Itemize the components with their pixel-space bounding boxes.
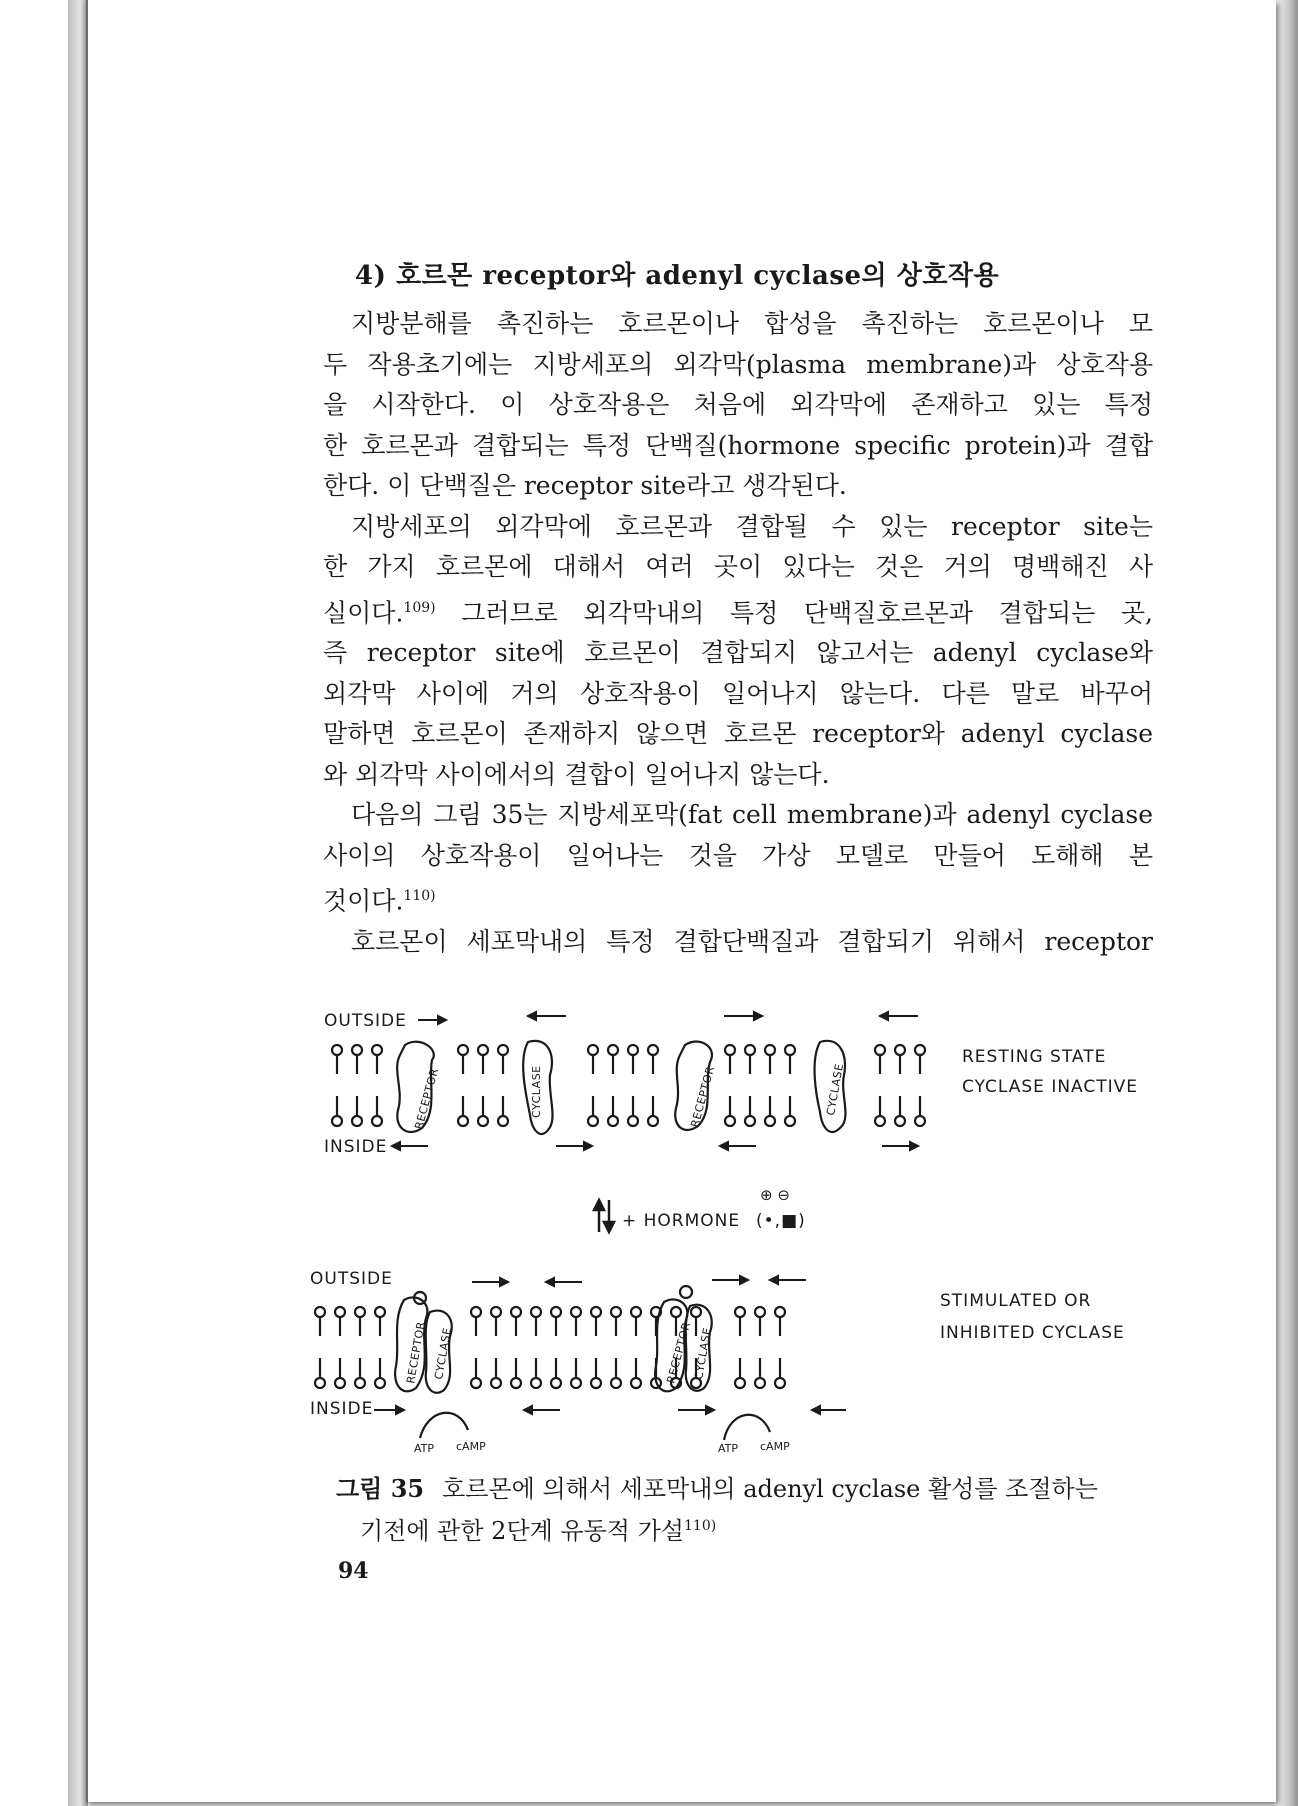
text-line: 사이의 상호작용이 일어나는 것을 가상 모델로 만들어 도해해 본 bbox=[323, 840, 1153, 870]
text-line: 한다. 이 단백질은 receptor site라고 생각된다. bbox=[323, 471, 847, 500]
figure-caption bbox=[336, 1470, 1156, 1550]
arrow-icon bbox=[472, 1276, 806, 1286]
text-fragment: 실이다. bbox=[323, 597, 404, 627]
equilibrium-arrows-icon bbox=[594, 1200, 614, 1232]
hormone-label: + HORMONE bbox=[622, 1211, 741, 1231]
charge-signs: ⊕ ⊖ bbox=[760, 1186, 790, 1204]
camp-label: cAMP bbox=[760, 1440, 790, 1453]
label-outside-top: OUTSIDE bbox=[324, 1011, 407, 1031]
text-line: 와 외각막 사이에서의 결합이 일어나지 않는다. bbox=[323, 759, 830, 789]
membrane-diagram bbox=[300, 1000, 1180, 1470]
label-inside-top: INSIDE bbox=[324, 1137, 388, 1157]
cyclase-label: CYCLASE bbox=[530, 1065, 543, 1118]
label-inside-bottom: INSIDE bbox=[310, 1399, 374, 1419]
section-heading: 4) 호르몬 receptor와 adenyl cyclase의 상호작용 bbox=[355, 261, 1000, 291]
caption-line-2 bbox=[336, 1508, 1156, 1550]
text-line: 다음의 그림 35는 지방세포막(fat cell membrane)과 adenyl cyclase bbox=[351, 800, 1153, 830]
paragraph-1 bbox=[323, 304, 1153, 507]
cyclase-label: CYCLASE bbox=[824, 1062, 847, 1117]
arrow-icon bbox=[528, 1012, 918, 1020]
text-line: 외각막 사이에 거의 상호작용이 일어나지 않는다. 다른 말로 바꾸어 bbox=[323, 678, 1153, 708]
cyclase-label: CYCLASE bbox=[692, 1326, 715, 1381]
page-number: 94 bbox=[338, 1558, 369, 1584]
text-line: 한 가지 호르몬에 대해서 여러 곳이 있다는 것은 거의 명백해진 사 bbox=[323, 552, 1153, 581]
paragraph-2 bbox=[323, 507, 1153, 796]
figure-number: 그림 35 bbox=[336, 1474, 425, 1503]
caption-text: 기전에 관한 2단계 유동적 가설 bbox=[360, 1517, 684, 1545]
caption-line-1 bbox=[336, 1470, 1156, 1508]
text-line: 말하면 호르몬이 존재하지 않으면 호르몬 receptor와 adenyl cyclase bbox=[323, 719, 1153, 749]
text-fragment: 그러므로 외각막내의 특정 단백질호르몬과 결합되는 곳, bbox=[461, 597, 1153, 627]
arrow-icon bbox=[392, 1142, 918, 1150]
resting-state-label: RESTING STATE bbox=[962, 1047, 1107, 1067]
paragraph-4 bbox=[323, 922, 1153, 963]
cyclase-inactive-label: CYCLASE INACTIVE bbox=[962, 1077, 1139, 1097]
text-line: 한 호르몬과 결합되는 특정 단백질(hormone specific protein)과 결합 bbox=[323, 430, 1153, 460]
text-fragment: 것이다. bbox=[323, 886, 404, 916]
receptor-label: RECEPTOR bbox=[412, 1066, 442, 1131]
book-spine-edge bbox=[68, 0, 88, 1806]
inhibited-cyclase-label: INHIBITED CYCLASE bbox=[940, 1323, 1125, 1343]
body-text bbox=[323, 256, 1153, 963]
receptor-label: RECEPTOR bbox=[688, 1064, 718, 1129]
paragraph-3 bbox=[323, 795, 1153, 922]
atp-camp-reaction-arrow bbox=[420, 1413, 770, 1440]
reference-mark: 110) bbox=[684, 1518, 717, 1534]
text-line-with-ref bbox=[323, 588, 1153, 634]
label-outside-bottom: OUTSIDE bbox=[310, 1269, 393, 1289]
camp-label: cAMP bbox=[456, 1440, 486, 1453]
text-line-with-ref bbox=[323, 876, 1153, 922]
atp-label: ATP bbox=[414, 1442, 435, 1455]
cyclase-label: CYCLASE bbox=[432, 1326, 455, 1381]
text-line: 즉 receptor site에 호르몬이 결합되지 않고서는 adenyl cyclase와 bbox=[323, 638, 1153, 668]
lipid-bilayer-bottom bbox=[315, 1286, 785, 1393]
book-page-edge bbox=[1274, 0, 1298, 1806]
reference-mark: 110) bbox=[403, 888, 436, 905]
text-line: 지방분해를 촉진하는 호르몬이나 합성을 촉진하는 호르몬이나 모 bbox=[351, 309, 1153, 338]
reference-mark: 109) bbox=[403, 599, 436, 616]
arrow-icon bbox=[418, 1016, 446, 1024]
outer-leaflet bbox=[315, 1307, 785, 1336]
inner-leaflet bbox=[315, 1358, 785, 1388]
receptor-label: RECEPTOR bbox=[404, 1320, 428, 1385]
text-line: 을 시작한다. 이 상호작용은 처음에 외각막에 존재하고 있는 특정 bbox=[323, 390, 1153, 419]
text-line: 호르몬이 세포막내의 특정 결합단백질과 결합되기 위해서 receptor bbox=[351, 927, 1153, 957]
text-line: 지방세포의 외각막에 호르몬과 결합될 수 있는 receptor site는 bbox=[351, 511, 1153, 541]
text-line: 두 작용초기에는 지방세포의 외각막(plasma membrane)과 상호작용 bbox=[323, 349, 1153, 379]
atp-label: ATP bbox=[718, 1442, 739, 1455]
caption-text: 호르몬에 의해서 세포막내의 adenyl cyclase 활성를 조절하는 bbox=[442, 1475, 1098, 1503]
stimulated-label: STIMULATED OR bbox=[940, 1291, 1092, 1311]
receptor-label: RECEPTOR bbox=[664, 1320, 694, 1385]
hormone-symbols: (•,■) bbox=[756, 1211, 806, 1231]
